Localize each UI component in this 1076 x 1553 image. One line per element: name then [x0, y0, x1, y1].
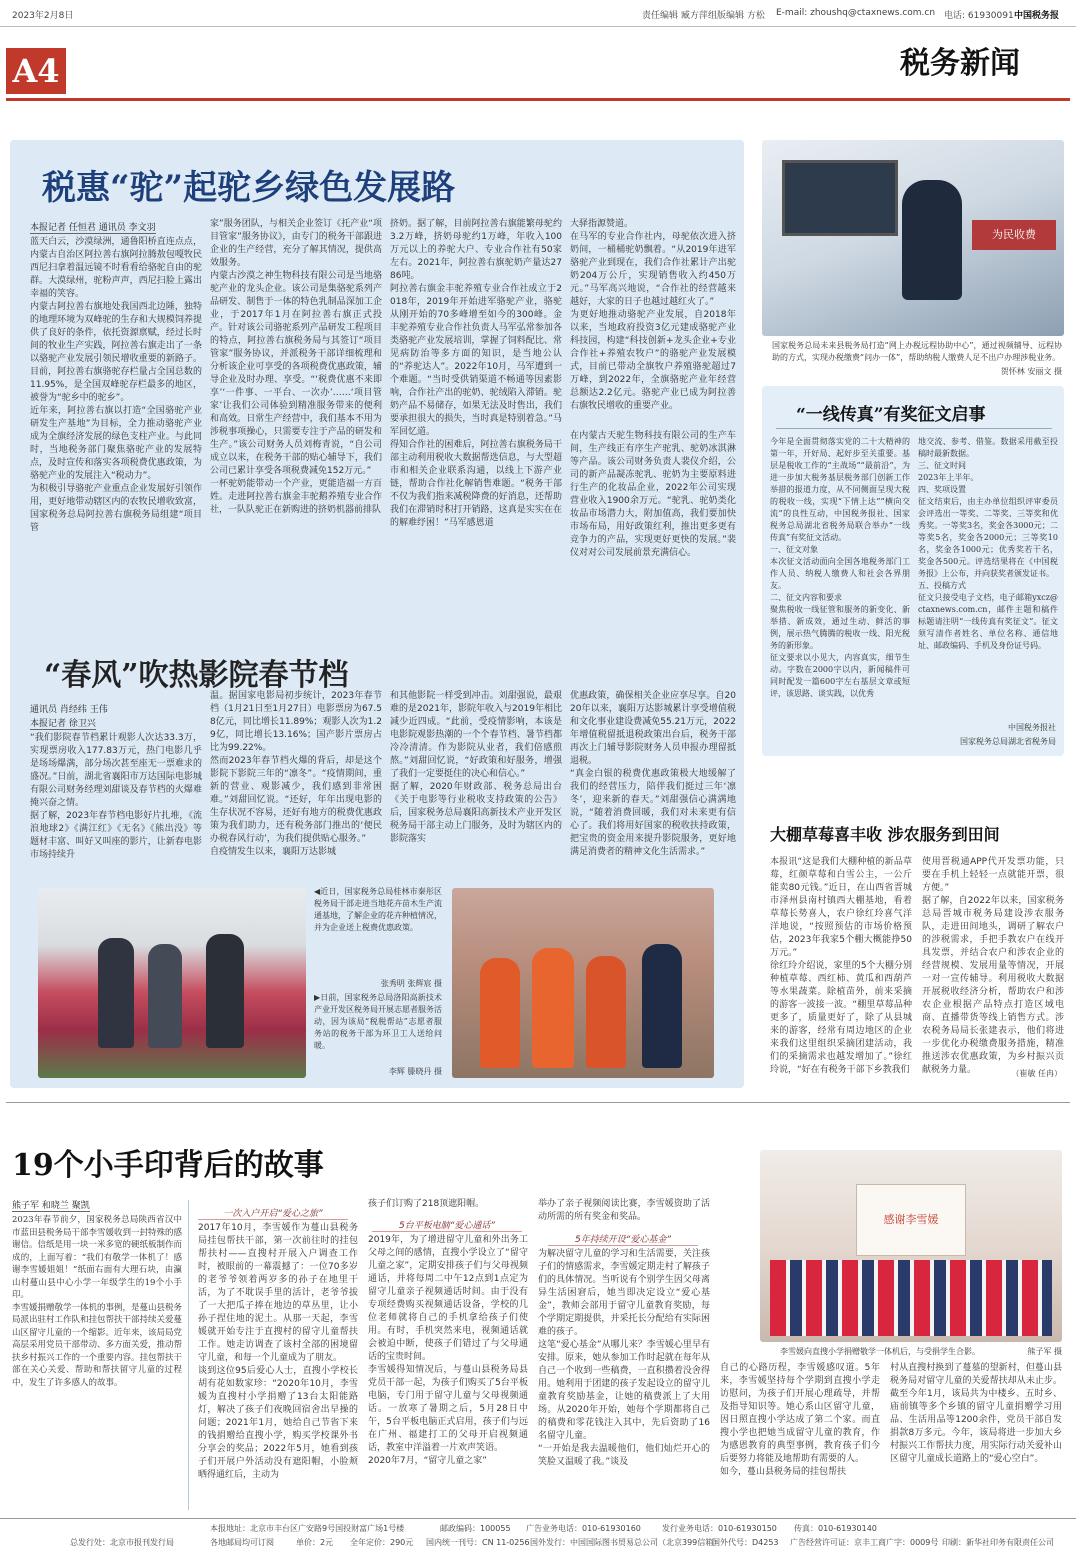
article4-photo-caption: 李雪媛向直搜小学捐赠敬学一体机后，与受捐学生合影。 [780, 1347, 980, 1356]
students-photo [760, 1150, 1062, 1342]
photo-caption-2: ▶日前，国家税务总局洛阳高新技术产业开发区税务局开展志愿者服务活动，因为该局“税税帮站”志愿者服务站的税务干部为环卫工人送给问暖。 [314, 993, 442, 1050]
column-rule [188, 1200, 189, 1510]
footer-ad-license: 广告经营许可证：京丰工商广字：0009号 [790, 1538, 939, 1547]
footer-fax: 传真：010-61930140 [794, 1524, 877, 1533]
notice-signature-1: 中国税务报社 [1008, 723, 1056, 732]
footer-postcode: 邮政编码：100055 [440, 1524, 511, 1533]
footer [0, 1518, 1076, 1553]
person-figure [148, 944, 182, 1048]
phone-contact: 电话: 61930091 [944, 11, 1014, 21]
person-figure [586, 956, 626, 1068]
article2-byline2: 本报记者 徐卫兴 [30, 716, 96, 730]
article4-col4: 自己的心路历程，李雪媛感叹道。5年来，李雪媛坚持每个学期到直搜小学走访慰问，为孩子们开展心理疏导，并帮及指导知识等。她心系山区留守儿童，因日照直搜小学达成了第二个家。而直搜小学也把她当成留守儿童的教育，作为感恩教育的典型事例，教育孩子们今后要努力将能及地帮助有需要的人。 如今，蔓山县税务局的挂包帮扶 [720, 1363, 880, 1477]
photo-credit-1: 张秀明 张辉宸 摄 [380, 979, 442, 988]
article4-col1: 2017年10月，李雪媛作为蔓山县税务局挂包帮扶干部，第一次前往时的挂包帮扶村——直搜村开展入户调查工作时，被眼前的一幕震撼了：一位70多岁的老爷爷领着两岁多的孙子在地里干活，为了不耽误手里的活计，老爷爷拔了一大把瓜子捧在地边的草丛里，让小孙子捏住地的泥土。从那一天起，李雪媛就开始专注于直搜村的留守儿童帮扶工作。她走访调查了该村全部的困境留守儿童，和每一个儿童成为了朋友。 谈到这位95后爱心人士，直搜小学校长胡有花如数家珍：“2020年10月，李雪媛为直搜村小学捐赠了13台太阳能路灯，解决了孩子们夜晚回宿舍出早操的问题；2021年1月，她给自己节省下来的钱捐赠给直搜小学，购买学校课外书分享会的奖品；2022年5月，她看到孩子们开展户外活动没有遮阳帽，小脸颊晒得通红后，主动为 [198, 1223, 358, 1480]
footer-overseas-code: 国外代号：D4253 [712, 1538, 779, 1547]
person-figure [480, 958, 520, 1068]
article1-byline: 本报记者 任恒君 通讯员 李文羽 [30, 220, 156, 234]
article4-subhead-1: 一次入户开启“爱心之旅” [198, 1206, 348, 1220]
monitor [782, 160, 898, 236]
article4-col3: 为解决留守儿童的学习和生活需要，关注孩子们的情感需求，李雪媛定期走村了解孩子们的具体情况。当听说有个别学生因父母离异生活困窘后，她当即决定设立“爱心基金”，教师会部用于留守儿童教育奖励，每个学期定期提供，并采托长分配给有实际困难的孩子。 这笔“爱心基金”从哪儿来？李雪媛心里早有安排。原来，她从参加工作时起就在每年从自己一个收到一些稿费，一直积攒着没舍得用。她利用于团建的孩子发起设立的留守儿童教育奖励基金，让她的稿费派上了大用场。从2020年开始，她每个学期都将自己的稿费和零花钱注入其中，先后资助了16名留守儿童。 “一开始是我去温暖他们，他们灿烂开心的笑脸又温暖了我。”谈及 [538, 1249, 710, 1467]
article1-col4a: 大驿指源赞道。 在马军的专业合作社内，母驼依次进入挤奶间，一桶桶驼奶飘着。“从2019年进军骆驼产业到现在，我们合作社累计产出驼奶204万公斤，实现销售收入约450万元。”马军高兴地说，“合作社的经营越来越好，大家的日子也越过越红火了。” 为更好地推动骆驼产业发展，自2018年以来，当地政府投资3亿元建成骆驼产业科技园，构建“科技创新+龙头企业+专业合作社+养殖农牧户”的骆驼产业发展模式，目前已带动全旗牧户养殖骆驼超过7万峰，到2022年，全旗骆驼产业年经营总额达2.2亿元。骆驼产业已成为阿拉善右旗牧民增收的重要产业。 [570, 219, 736, 411]
notice-divider [776, 428, 1052, 429]
staff-figure [902, 180, 962, 300]
article4-subhead-2: 5台平板电脑“爱心通话” [372, 1218, 522, 1232]
article4-col2-start: 孩子们订购了218顶遮阳帽。 [368, 1199, 485, 1209]
photo-credit-2: 李辉 滕晓丹 摄 [388, 1067, 442, 1076]
article3-title: 大棚草莓喜丰收 涉农服务到田间 [770, 825, 1000, 844]
section-title: 税务新闻 [900, 46, 1020, 81]
article4-subhead-3: 5年持续开设“爱心基金” [548, 1232, 698, 1246]
article2-byline1: 通讯员 肖经纬 王伟 [30, 705, 108, 715]
article2-col1: “我们影院春节档累计观影人次达33.3万，实现票房收入177.83万元，热门电影几乎是场场爆满，部分场次甚至座无一票难求的盛况。”日前，湖北省襄阳市万达国际电影城有限公司财务经理刘甜谈及春节档的火爆难掩兴奋之情。 据了解，2023年春节档电影好片扎堆，《流浪地球2》《满江红》《无名》《熊出没》等题材丰富、叫好又叫座的影片，让新春电影市场持续升 [30, 733, 202, 860]
article4-photo-credit: 熊子军 摄 [1027, 1347, 1062, 1356]
article1-col2: 家”服务团队，与相关企业签订《托产业“项目管家”服务协议》，由专门的税务干部跟进企业的生产经营，充分了解其情况，提供高效服务。 内蒙古沙漠之神生物科技有限公司是当地骆驼产业的龙头企业。该公司是集骆驼系列产品研发、制售于一体的特色乳制品深加工企业，于2017年1月在阿拉善右旗正式投产。针对该公司骆驼系列产品研发工程项目的特点，阿拉善右旗税务局与其签订“项目管家”服务协议，并派税务干部详细梳理和分析该企业可享受的各项税费优惠政策，辅导企业及时办理、享受。“‘税费优惠不来即享’‘一件事、一平台、一次办’……‘项目管家’让我们公司体验到精准服务带来的便利和高效。日常生产经营中，我们基本不用为涉税事项操心，只需要专注于产品的研发和生产。”该公司财务人员刘梅青说，“自公司成立以来，在税务干部的贴心辅导下，我们公司已累计享受各项税费减免152万元。” 一杯驼奶能带动一个产业，更能造福一方百姓。走进阿拉善右旗金丰驼鹅养殖专业合作社，一队队驼正在新购进的挤奶机器前排队 [210, 219, 382, 515]
article2-col2: 温。据国家电影局初步统计，2023年春节档（1月21日至1月27日）电影票房为67.58亿元，同比增长11.89%；观影人次为1.29亿，同比增长13.16%；国产影片票房占比为99.22%。 然而2023年春节档火爆的背后，却是这个影院下影院三年的“凛冬”。“疫情期间，重新的营业、观影减少，我们感到非常困难。”刘甜回忆说。“还好，年年出现电影的生存状况不容易，还好有地方的税费优惠政策为我们助力，还有税务部门推出的‘便民办税春风行动’，为我们提供贴心服务。” 自疫情发生以来，襄阳万达影城 [210, 691, 382, 857]
header-divider [6, 98, 1070, 101]
greenhouse-photo [38, 888, 306, 1078]
footer-annual-price: 全年定价：290元 [350, 1538, 414, 1547]
article1-col3: 挤奶。据了解，目前阿拉善右旗能繁母驼约3.2万峰，挤奶母驼约1万峰，年收入100万元以上的养驼大户、专业合作社有50家左右。2021年，阿拉善右旗驼奶产量达2786吨。 阿拉善右旗金丰驼养殖专业合作社成立于2018年，2019年开始进军骆驼产业，骆驼从刚开始的70多峰增至如今的300峰。金丰驼养殖专业合作社负责人马军弘常参加各类骆驼产业发展培训，掌握了饲料配比、常见病防治等多方面的知识，是当地公认的“养驼达人”。2022年10月，马军遭到一个难题。“当时受供销渠道不畅通等因素影响，合作社产出的驼奶、驼绒陷入滞销。驼奶产品不易储存，如果无法及时售出，我们要承担很大的损失，当时真是特别着急。”马军回忆道。 得知合作社的困难后，阿拉善右旗税务局干部主动利用税收大数据帮选信息，与大型超市和相关企业联系沟通，以线上下游产业链，帮助合作社化解销售难题。“税务干部不仅为我们指来减税降费的好消息，还帮助我们在滞销时积打开销路，这真是实实在在的解难纾困！”马军感恩道 [390, 219, 562, 528]
photo-caption-1: ◀近日，国家税务总局桂林市秦彤区税务局干部走进当地花卉苗木生产流通基地，了解企业的花卉种植情况，并为企业送上税费优惠政策。 [314, 887, 442, 932]
layout-credit: 组版编辑 方松 [708, 11, 765, 21]
footer-price: 单价：2元 [296, 1538, 334, 1547]
footer-address: 本报地址：北京市丰台区广安路9号国投财富广场1号楼 [210, 1524, 405, 1533]
article1-title: 税惠“驼”起驼乡绿色发展路 [42, 168, 456, 208]
article4-col2: 2019年，为了增进留守儿童和外出务工父母之间的感情，直搜小学设立了“留守儿童之家”，定期安排孩子们与父母视频通话，并将每周二中午12点到1点定为留守儿童亲子视频通话时间。由于没有专项经费购买视频通话设备，学校的几位老师就将自己的手机拿给孩子们使用。有时，手机突然来电，视频通话就会被迫中断，使孩子们错过了与父母通话的宝贵时间。 李雪媛得知情况后，与蔓山县税务局县党员干部一起，为孩子们购买了5台平板电脑，专门用于留守儿童与父母视频通话。一放寒了暑期之后，5月28日中午，5台平板电脑正式启用，孩子们与远在广州、福建打工的父母开启视频通话，教室中洋溢着一片欢声笑语。 2020年7月，“留守儿童之家” [368, 1235, 528, 1466]
article3-col1: 本报讯“这是我们大棚种植的新品草莓，红颜草莓和白雪公主，一公斤能卖80元钱。”近日，在山西省晋城市泽州县南村镇西大棚基地，看着草莓长势喜人，农户徐红玲喜气洋洋地说，“按照预估的市场价格预估，2023年我家5个棚大概能挣50万元。” 徐红玲介绍说，家里的5个大棚分别种植草莓、西红柿、黄瓜和西葫芦等水果蔬菜。除植苗外，前来采摘的游客一波接一波。“棚里草莓品种更多了，质量更好了，除了从县城来的游客，经常有周边地区的企业来我们这里组织采摘团建活动，我们的采摘需求也越发增加了。”徐红玲说，“好在有税务干部下乡教我们 [770, 857, 912, 1075]
photo1-caption: 国家税务总局未来县税务局打造“网上办税远程协助中心”，通过视频辅导、远程协助的方式，实现办税缴费“问办一体”，帮助纳税人缴费人足不出户办理涉税业务。 [772, 341, 1062, 362]
article4-col5: 村从直搜村换到了蔓墓的望新村，但蔓山县税务局对留守儿童的关爱帮扶却从未止步。截至今年1月，该局共为中楼乡、五时乡、庙前镇等多个乡镇的留守儿童捐赠学习用品、生活用品等1200余件，党员干部自发捐款8万多元。今年，该局将进一步加大乡村振兴工作帮扶力度，用实际行动关爱补山区留守儿童成长道路上的“爱心空白”。 [890, 1363, 1062, 1464]
article4-col3-start: 举办了亲子视频阅读比赛，李雪媛资助了活动所需的所有奖金和奖品。 [538, 1199, 710, 1222]
article4-intro: 2023年春节前夕，国家税务总局陕西省汉中市蓝田县税务局干部李雪媛收到一封特殊的感谢信。信纸是用一块一米多宽的硬纸板制作而成的，上面写着：“我们有敬学一体机了！感谢李雪媛姐姐！”纸面右面有大理石块，由瀛山村蔓山县中心小学一年级学生的19个小手印。 李雪媛捐赠敬学一体机的事例，是蔓山县税务局派出驻村工作队和挂包帮扶干部持续关爱蔓山区留守儿童的一个缩影。近年来，该局局党高层采用党员干部带动、多方面关爱，推动帮扶乡村振兴工作的一个重要内容。挂包帮扶干部在关心关爱、帮助和帮扶留守儿童的过程中，发生了许多感人的故事。 [12, 1215, 183, 1388]
paper-name: 中国税务报 [1014, 11, 1060, 21]
person-figure [532, 948, 574, 1068]
article2-col3: 和其他影院一样受到冲击。刘甜强说，最艰难的是2021年，影院年收入与2019年相比减少近四成。“此前，受疫情影响，本该是电影院观影热潮的一个个春节档、暑节档都冷冷清清。作为影院从业者，我们倍感煎熬。”刘甜回忆说，“好政策和好服务，增强了我们一定要挺住的决心和信心。” 据了解，2020年财政部、税务总局出台《关于电影等行业税收支持政策的公告》后，国家税务总局襄阳高新技术产业开发区税务局干部主动上门服务，及时为辖区内的影院落实 [390, 691, 562, 844]
article2-title: “春风”吹热影院春节档 [44, 658, 349, 693]
service-banner: 为民收费 [972, 220, 1056, 250]
students-group [770, 1260, 1052, 1336]
footer-issn: 国内统一刊号：CN 11-0256 [426, 1538, 530, 1547]
notice-col1: 今年是全面贯彻落实党的二十大精神的第一年，开好局、起好步至关重要。基层是税收工作的“主战场”“最前沿”，为进一步加大税务基层税务部门创新工作举措的报道力度，从不同侧面呈现大税的税收一线，实现“下情上达”“横向交流”的良性互动，中国税务报社、国家税务总局湖北省税务局联合举办“一线传真”有奖征文活动。 一、征文对象 本次征文活动面向全国各地税务部门工作人员、纳税人缴费人和社会各界朋友。 二、征文内容和要求 聚焦税收一线征管和服务的新变化、新举措、新成效，通过生动、鲜活的事例，展示热气腾腾的税收一线、阳光税务的新形象。 征文要求以小见大，内容真实，细节生动。字数在2000字以内，新闻稿件可同时配发一篇600字左右基层文章或短评，该思路、谈实践，以优秀 [770, 437, 910, 698]
footer-distributor: 总发行处：北京市报刊发行局 [70, 1538, 174, 1547]
thank-you-board: 感谢李雪媛 [856, 1184, 966, 1256]
footer-dist-phone: 发行业务电话：010-61930150 [662, 1524, 777, 1533]
notice-title: “一线传真”有奖征文启事 [796, 405, 986, 425]
footer-printer: 印刷：新华社印务有限责任公司 [942, 1538, 1054, 1547]
editor-credit: 责任编辑 臧方萍 [642, 11, 708, 21]
article2-col4: 优惠政策，确保相关企业应享尽享。自2020年以来，襄阳万达影城累计享受增值税和文化事业建设费减免55.21万元，2022年增值税留抵退税政策出台后，税务干部再次上门辅导影院财务人员申报办理留抵退税。 “真金白银的税费优惠政策极大地缓解了我们的经营压力，陪伴我们挺过三年‘凛冬’，迎来新的春天。”刘甜强信心满满地说，“随着消费回暖，我们对未来更有信心了。我们将用好国家的税收扶持政策，把宝贵的资金用来提升影院服务，更好地满足消费者的精神文化生活需求。” [570, 691, 736, 857]
top-bar [0, 0, 1076, 27]
notice-signature-2: 国家税务总局湖北省税务局 [960, 737, 1056, 746]
article4-byline: 熊子军 和晓兰 聚凯 [12, 1198, 90, 1212]
article4-title: 19个小手印背后的故事 [12, 1148, 324, 1183]
issue-date: 2023年2月8日 [12, 11, 74, 21]
person-figure [98, 938, 134, 1048]
article1-col4b: 在内蒙古天驼生物科技有限公司的生产车间，生产线正有序生产驼乳、驼奶冰淇淋等产品。该公司财务负责人裴仪介绍，公司的新产品凝冻驼乳、驼奶为主要原料进行生产的化妆品企业，2022年公司实现营业收入1900余万元。“驼乳、驼奶类化妆品市场潜力大，附加值高，我们要加快市场布局，用好政策红利，推出更多更有竞争力的产品，实现更好更快的发展。”裴仪对对公司发展前景充满信心。 [570, 431, 736, 558]
footer-ad-phone: 广告业务电话：010-61930160 [526, 1524, 641, 1533]
footer-overseas: 国外发行：中国国际图书贸易总公司（北京399信箱） [530, 1538, 722, 1547]
email-contact[interactable]: E-mail: zhoushq@ctaxnews.com.cn [776, 8, 936, 18]
page-number: A4 [6, 48, 66, 94]
section-divider [6, 1102, 1070, 1103]
person-figure [206, 934, 244, 1048]
photo1-credit: 贺怀林 安丽文 摄 [1000, 367, 1062, 376]
article1-col1: 蓝天白云，沙漠绿洲，通鲁阳桥直连点点，内蒙古自治区阿拉善右旗阿拉腾敖包嘎牧民西尼扫拿着温远镜不时看看给骆驼自由的驼群。大漠绿州，驼粉声声，西尼扫脸上露出幸福的笑容。 内蒙古阿拉善右旗地处我国西北边陲，独特的地理环境为双峰驼的生存和大规模饲养提供了良好的条件，依托资源禀赋，经过长时间的牧业生产实践，阿拉善右旗走出了一条以骆驼产业发展引领民增收重要的新路子。目前，阿拉善右旗骆驼存栏量占全国总数的11.95%，是全国双峰驼存栏最多的地区，被誉为“驼乡中的驼乡”。 近年来，阿拉善右旗以打造“全国骆驼产业研发生产基地”为目标，全力推动骆驼产业成为全旗经济发展的绿色支柱产业。与此同时，当地税务部门聚焦骆驼产业的发展特点，及时宣传和落实各项税费优惠政策，为骆驼产业的发展注入“税动力”。 为积极引导骆驼产业重点企业发展好引领作用，更好地带动辖区内的农牧民增收致富，国家税务总局阿拉善右旗税务局组建“项目管 [30, 237, 202, 533]
person-figure [642, 944, 682, 1068]
notice-col2: 地交流、参考、借鉴。数据采用截至投稿时最新数据。 三、征文时间 2023年上半年。 四、奖项设置 征文结束后，由主办单位组织评审委员会评选出一等奖、二等奖、三等奖和优秀奖。一等奖3名，奖金各3000元；二等奖5名，奖金各2000元；三等奖10名，奖金各1000元；优秀奖若干名，奖金各500元。评选结果将在《中国税务报》上公布，并向获奖者颁发证书。 五、投稿方式 征文只接受电子文档，电子邮箱yxcz@ctaxnews.com.cn，邮件主题和稿件标题请注明“一线传真有奖征文”。征文须写清作者姓名、单位名称、通信地址、邮政编码、手机及身份证号码。 [918, 437, 1058, 650]
article3-col2: 使用晋税通APP代开发票功能，只要在手机上轻轻一点就能开票，很方便。” 据了解，自2022年以来，国家税务总局晋城市税务局建设涉农服务队，走进田间地头，调研了解农户的涉税需求，手把手教农户在线开具发票，并结合农户和涉农企业的经营规模、发展用量等情况，开展一对一宣传辅导。利用税收大数据开展税收经济分析，帮助农户和涉农企业根据产品特点打造区域电商、直播带货等线上销售方式。涉农税务局局长张建表示，他们将进一步优化办税缴费服务措施，精准推送涉农优惠政策，为乡村振兴贡献税务力量。 [922, 857, 1064, 1075]
sanitation-workers-photo [452, 888, 714, 1078]
footer-subscribe: 各地邮局均可订阅 [210, 1538, 274, 1547]
remote-service-photo [762, 140, 1064, 336]
article3-credit: （崔敏 任冉） [1011, 1069, 1062, 1078]
